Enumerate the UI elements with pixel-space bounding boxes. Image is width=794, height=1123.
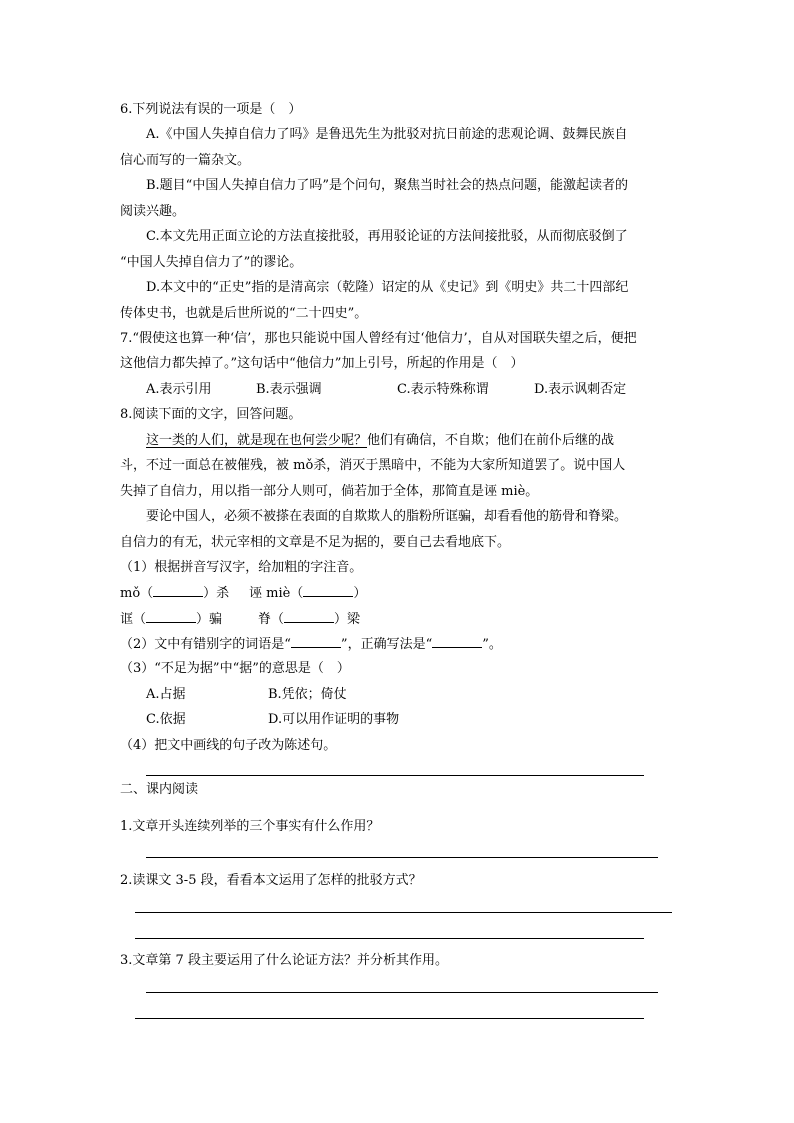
char-kuang-suffix: ）骗: [196, 612, 223, 627]
pinyin-mo-label: mǒ（: [120, 586, 154, 601]
q8-sub1-prompt: （1）根据拼音写汉字，给加粗的字注音。: [120, 560, 363, 575]
q8-sub3-prompt: （3）“不足为据”中“据”的意思是（ ）: [120, 661, 350, 676]
q7-option-b: B.表示强调: [256, 382, 322, 397]
q6-option-b-line2: 阅读兴趣。: [120, 204, 186, 219]
q6-option-d-line1: D.本文中的“正史”指的是清高宗（乾隆）诏定的从《史记》到《明史》共二十四部纪: [146, 280, 629, 295]
q6-option-d-line2: 传体史书，也就是后世所说的“二十四史”。: [120, 306, 368, 321]
answer-line-q1[interactable]: [146, 857, 658, 858]
answer-line-q2-a[interactable]: [135, 912, 672, 913]
q8-sub1-row2-a: [120, 610, 222, 629]
char-ji-suffix: ）梁: [334, 612, 361, 627]
q6-option-c-line2: “中国人失掉自信力了”的谬论。: [120, 255, 303, 270]
q8-sub1-row1-a: [120, 584, 229, 603]
answer-line-sub4[interactable]: [146, 775, 644, 776]
q8-passage-line5: 自信力的有无，状元宰相的文章是不足为据的，要自己去看地底下。: [120, 535, 511, 550]
answer-blank-correct-word[interactable]: [432, 635, 482, 648]
passage-line1-rest: 他们有确信，不自欺；他们在前仆后继的战: [367, 433, 615, 448]
sub2-middle: ”，正确写法是“: [340, 637, 433, 652]
pinyin-mie-suffix: ）: [353, 586, 367, 601]
answer-line-q3-b[interactable]: [135, 1018, 644, 1019]
q8-sub1-row2-b: [258, 610, 360, 629]
q8-passage-line2: 斗，不过一面总在被催残，被 mǒ杀，消灭于黑暗中，不能为大家所知道罢了。说中国人: [120, 458, 626, 473]
q8-sub1-row1-b: [249, 584, 366, 603]
sub2-prefix: （2）文中有错别字的词语是“: [120, 637, 291, 652]
pinyin-mo-suffix: ）杀: [203, 586, 230, 601]
q8-sub2: [120, 635, 502, 654]
pinyin-mie-label: 诬 miè（: [249, 586, 304, 601]
q6-stem: 6.下列说法有误的一项是（ ）: [120, 102, 302, 117]
section2-q1: 1.文章开头连续列举的三个事实有什么作用？: [120, 819, 380, 834]
answer-line-q2-b[interactable]: [135, 938, 644, 939]
answer-blank-ji[interactable]: [284, 610, 334, 623]
q7-option-c: C.表示特殊称谓: [397, 382, 489, 397]
q8-passage-line3: 失掉了自信力，用以指一部分人则可，倘若加于全体，那简直是诬 miè。: [120, 484, 539, 499]
answer-blank-kuang[interactable]: [146, 610, 196, 623]
q7-stem-line2: 这他信力都失掉了。”这句话中“他信力”加上引号，所起的作用是（ ）: [120, 356, 524, 371]
q8-sub3-option-a: A.占据: [146, 687, 186, 702]
q8-sub3-option-b: B.凭依；倚仗: [268, 687, 347, 702]
q8-sub4-prompt: （4）把文中画线的句子改为陈述句。: [120, 738, 337, 753]
section2-heading: 二、课内阅读: [120, 782, 199, 797]
q8-stem: 8.阅读下面的文字，回答问题。: [120, 407, 302, 422]
q6-option-a-line2: 信心而写的一篇杂文。: [120, 153, 251, 168]
q7-option-d: D.表示讽刺否定: [534, 382, 627, 397]
underlined-sentence: 这一类的人们，就是现在也何尝少呢？: [146, 433, 368, 448]
answer-line-q3-a[interactable]: [146, 992, 658, 993]
q8-sub3-option-c: C.依据: [146, 712, 186, 727]
q6-option-b-line1: B.题目“中国人失掉自信力了吗”是个问句，聚焦当时社会的热点问题，能激起读者的: [146, 178, 628, 193]
answer-blank-wrong-word[interactable]: [291, 635, 341, 648]
q7-option-a: A.表示引用: [146, 382, 212, 397]
answer-blank-mie[interactable]: [303, 584, 353, 597]
q6-option-a-line1: A.《中国人失掉自信力了吗》是鲁迅先生为批驳对抗日前途的悲观论调、鼓舞民族自: [146, 127, 628, 142]
q7-stem-line1: 7.“假使这也算一种‘信’，那也只能说中国人曾经有过‘他信力’，自从对国联失望之后，便把: [120, 331, 637, 346]
section2-q3: 3.文章第 7 段主要运用了什么论证方法？并分析其作用。: [120, 953, 448, 968]
q8-sub3-option-d: D.可以用作证明的事物: [268, 712, 400, 727]
q6-option-c-line1: C.本文先用正面立论的方法直接批驳，再用驳论证的方法间接批驳，从而彻底驳倒了: [146, 229, 628, 244]
q8-passage-line1: [146, 432, 614, 450]
sub2-suffix: ”。: [482, 637, 502, 652]
q8-passage-line4: 要论中国人，必须不被搽在表面的自欺欺人的脂粉所诓骗，却看看他的筋骨和脊梁。: [146, 509, 628, 524]
char-ji-label: 脊（: [258, 612, 285, 627]
answer-blank-mo[interactable]: [153, 584, 203, 597]
char-kuang-label: 诓（: [120, 612, 147, 627]
section2-q2: 2.读课文 3-5 段，看看本文运用了怎样的批驳方式？: [120, 873, 422, 888]
